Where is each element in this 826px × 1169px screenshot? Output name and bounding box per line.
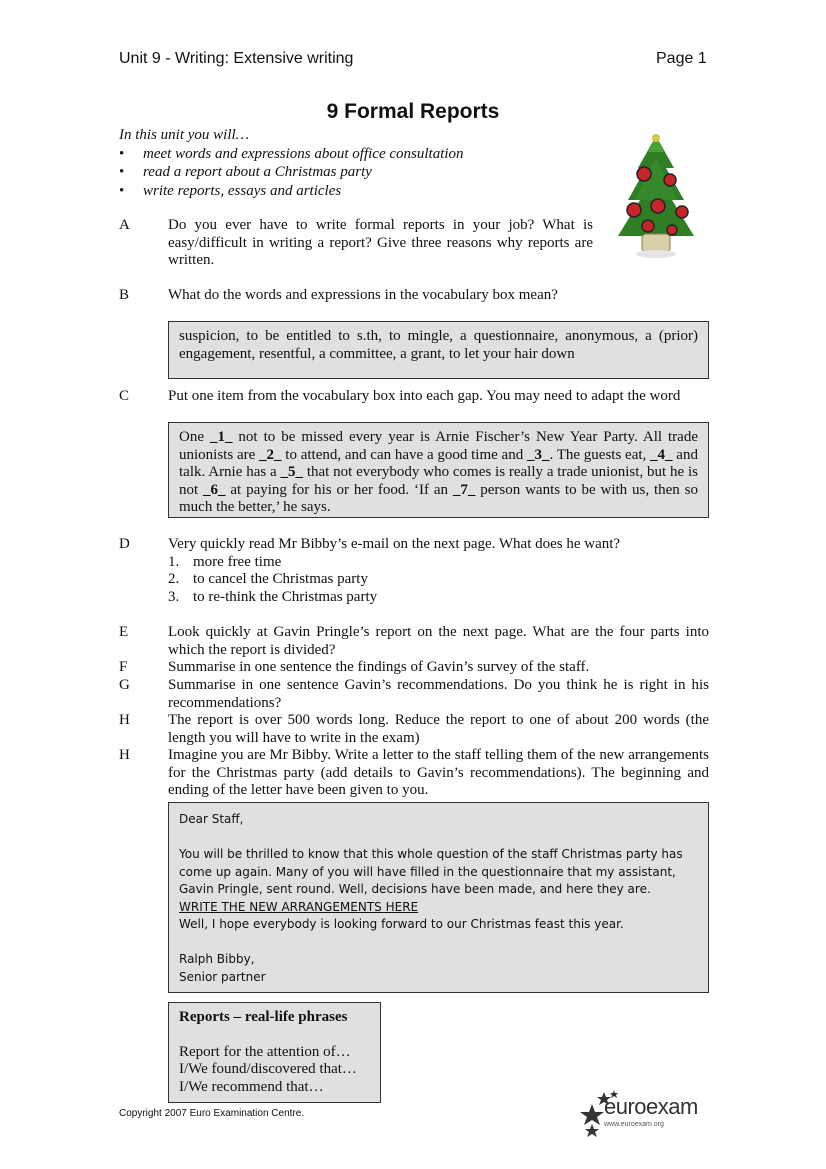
- letter-box: [168, 802, 709, 993]
- gap-marker: _1_: [209, 429, 233, 445]
- options-list: [168, 554, 709, 607]
- letter-signature-role: Senior partner: [179, 969, 266, 984]
- phrase-item: I/We found/discovered that…: [179, 1061, 357, 1077]
- question-letter: F: [119, 659, 128, 675]
- question-text: Summarise in one sentence Gavin’s recommendations. Do you think he is right in his recommendations?: [168, 677, 709, 711]
- question-letter: B: [119, 287, 130, 303]
- question-text: What do the words and expressions in the vocabulary box mean?: [168, 287, 558, 303]
- gap-marker: _7_: [452, 481, 476, 498]
- question-letter: A: [119, 217, 130, 233]
- question-text: Look quickly at Gavin Pringle’s report on the next page. What are the four parts into which the report is divided?: [168, 624, 709, 658]
- intro-list: [119, 145, 464, 201]
- bullet-icon: •: [119, 145, 125, 162]
- intro-item: • meet words and expressions about office consultation: [119, 145, 464, 162]
- header-unit-title: Unit 9 - Writing: Extensive writing: [119, 50, 354, 67]
- gap-marker: _3_: [526, 446, 550, 463]
- bullet-icon: •: [119, 182, 125, 199]
- option-item: 2. to cancel the Christmas party: [168, 571, 368, 587]
- logo-wordmark: euroexam: [604, 1094, 698, 1119]
- question-text: Put one item from the vocabulary box into each gap. You may need to adapt the word: [168, 388, 681, 404]
- question-text: Imagine you are Mr Bibby. Write a letter to the staff telling them of the new arrangements for the Christmas party (add details to Gavin’s recommendations). The beginning and ending of the letter have been given to you.: [168, 747, 709, 798]
- intro-lead: In this unit you will…: [119, 127, 250, 143]
- phrases-box: [168, 1002, 381, 1103]
- page-title: 9 Formal Reports: [326, 100, 500, 123]
- phrase-item: I/We recommend that…: [179, 1078, 324, 1095]
- question-text: The report is over 500 words long. Reduce the report to one of about 200 words (the length you will have to write in the exam): [168, 712, 709, 746]
- question-letter: H: [119, 712, 130, 728]
- letter-instruction: WRITE THE NEW ARRANGEMENTS HERE: [179, 899, 419, 914]
- letter-body: You will be thrilled to know that this whole question of the staff Christmas party has come up again. Many of you will have filled in the questionnaire that my assistant, Gavin Pringle, sent round. Well, decisions have been made, and here they are.: [179, 847, 683, 896]
- logo-url: www.euroexam.org: [604, 1121, 664, 1128]
- gap-marker: _6_: [203, 481, 226, 498]
- gap-marker: _2_: [259, 446, 282, 463]
- christmas-tree-illustration: [608, 128, 704, 260]
- option-item: 3. to re-think the Christmas party: [168, 588, 378, 605]
- intro-item: • write reports, essays and articles: [119, 182, 342, 199]
- intro-block: [119, 126, 464, 200]
- header-page-number: Page 1: [656, 50, 707, 67]
- gap-marker: _4_: [650, 446, 673, 463]
- bullet-icon: •: [119, 164, 125, 180]
- letter-signature-name: Ralph Bibby,: [179, 952, 255, 966]
- question-letter: G: [119, 677, 130, 693]
- question-letter: D: [119, 536, 130, 552]
- phrases-title: Reports – real-life phrases: [179, 1009, 348, 1025]
- question-text: Very quickly read Mr Bibby’s e-mail on the next page. What does he want?: [168, 536, 621, 552]
- euroexam-logo: [578, 1088, 713, 1143]
- vocabulary-box: suspicion, to be entitled to s.th, to mingle, a questionnaire, anonymous, a (prior) engagement, resentful, a committee, a grant, to let your hair down: [168, 321, 709, 379]
- gap-marker: _5_: [280, 464, 303, 480]
- question-text: Summarise in one sentence the findings of Gavin’s survey of the staff.: [168, 659, 590, 675]
- question-text: Do you ever have to write formal reports in your job? What is easy/difficult in writing a report? Give three reasons why reports are written.: [168, 217, 593, 268]
- copyright-notice: Copyright 2007 Euro Examination Centre.: [119, 1108, 305, 1119]
- option-item: 1. more free time: [168, 553, 282, 570]
- letter-closing: Well, I hope everybody is looking forward to our Christmas feast this year.: [179, 917, 624, 931]
- question-letter: H: [119, 747, 130, 763]
- question-letter: C: [119, 388, 130, 404]
- question-letter: E: [119, 624, 129, 640]
- gap-fill-box: One _1_ not to be missed every year is Arnie Fischer’s New Year Party. All trade unionists are _2_ to attend, and can have a good time and _3_. The guests eat, _4_ and talk. Arnie has a _5_ that not everybody who comes is really a trade unionist, but he is not _6_ at paying for his or her food. ‘If an _7_ person wants to be with us, then so much the better,’ he says.: [168, 422, 709, 518]
- phrase-item: Report for the attention of…: [179, 1043, 351, 1060]
- intro-item: • read a report about a Christmas party: [119, 164, 372, 180]
- letter-greeting: Dear Staff,: [179, 812, 244, 826]
